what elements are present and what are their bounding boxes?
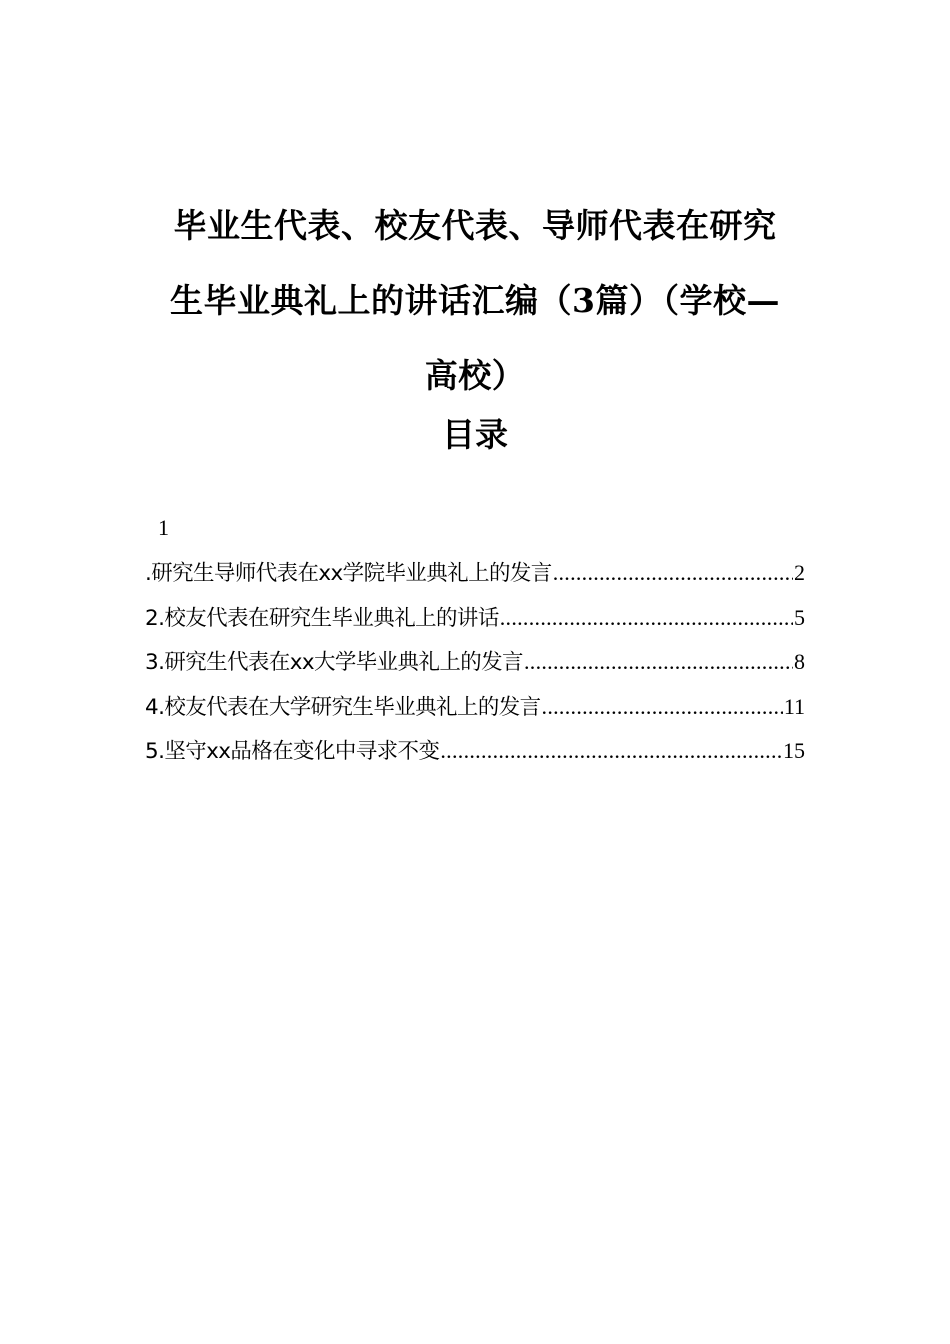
document-title bbox=[130, 188, 820, 413]
toc-entry-text: .研究生导师代表在xx学院毕业典礼上的发言 bbox=[145, 561, 552, 586]
toc-leader-dots bbox=[440, 733, 782, 769]
toc-entry-text: 5.坚守xx品格在变化中寻求不变 bbox=[145, 739, 440, 764]
toc-entry-1[interactable] bbox=[145, 555, 805, 600]
toc-entry-5[interactable] bbox=[145, 733, 805, 778]
toc-entry-2[interactable] bbox=[145, 600, 805, 645]
toc-heading: 目录 bbox=[442, 415, 508, 454]
toc-entry-page: 8 bbox=[794, 649, 805, 674]
toc-leader-dots bbox=[500, 600, 793, 636]
toc-entry-4[interactable] bbox=[145, 689, 805, 734]
toc-leader-dots bbox=[524, 644, 793, 680]
title-line-3: 高校） bbox=[424, 356, 526, 396]
toc-orphan-number: 1 bbox=[158, 515, 169, 540]
table-of-contents bbox=[145, 555, 805, 778]
toc-entry-3[interactable] bbox=[145, 644, 805, 689]
toc-entry-page: 5 bbox=[794, 604, 805, 630]
toc-entry-text: 4.校友代表在大学研究生毕业典礼上的发言 bbox=[145, 694, 541, 720]
toc-entry-page: 11 bbox=[783, 693, 805, 719]
title-line-1: 毕业生代表、校友代表、导师代表在研究 bbox=[173, 206, 777, 246]
toc-leader-dots bbox=[553, 555, 793, 591]
toc-entry-text: 2.校友代表在研究生毕业典礼上的讲话 bbox=[145, 605, 499, 631]
toc-leader-dots bbox=[542, 689, 783, 725]
title-line-2: 生毕业典礼上的讲话汇编（3篇）（学校— bbox=[170, 281, 780, 321]
toc-entry-page: 15 bbox=[783, 738, 805, 763]
toc-entry-text: 3.研究生代表在xx大学毕业典礼上的发言 bbox=[145, 650, 523, 675]
toc-entry-page: 2 bbox=[794, 560, 805, 585]
